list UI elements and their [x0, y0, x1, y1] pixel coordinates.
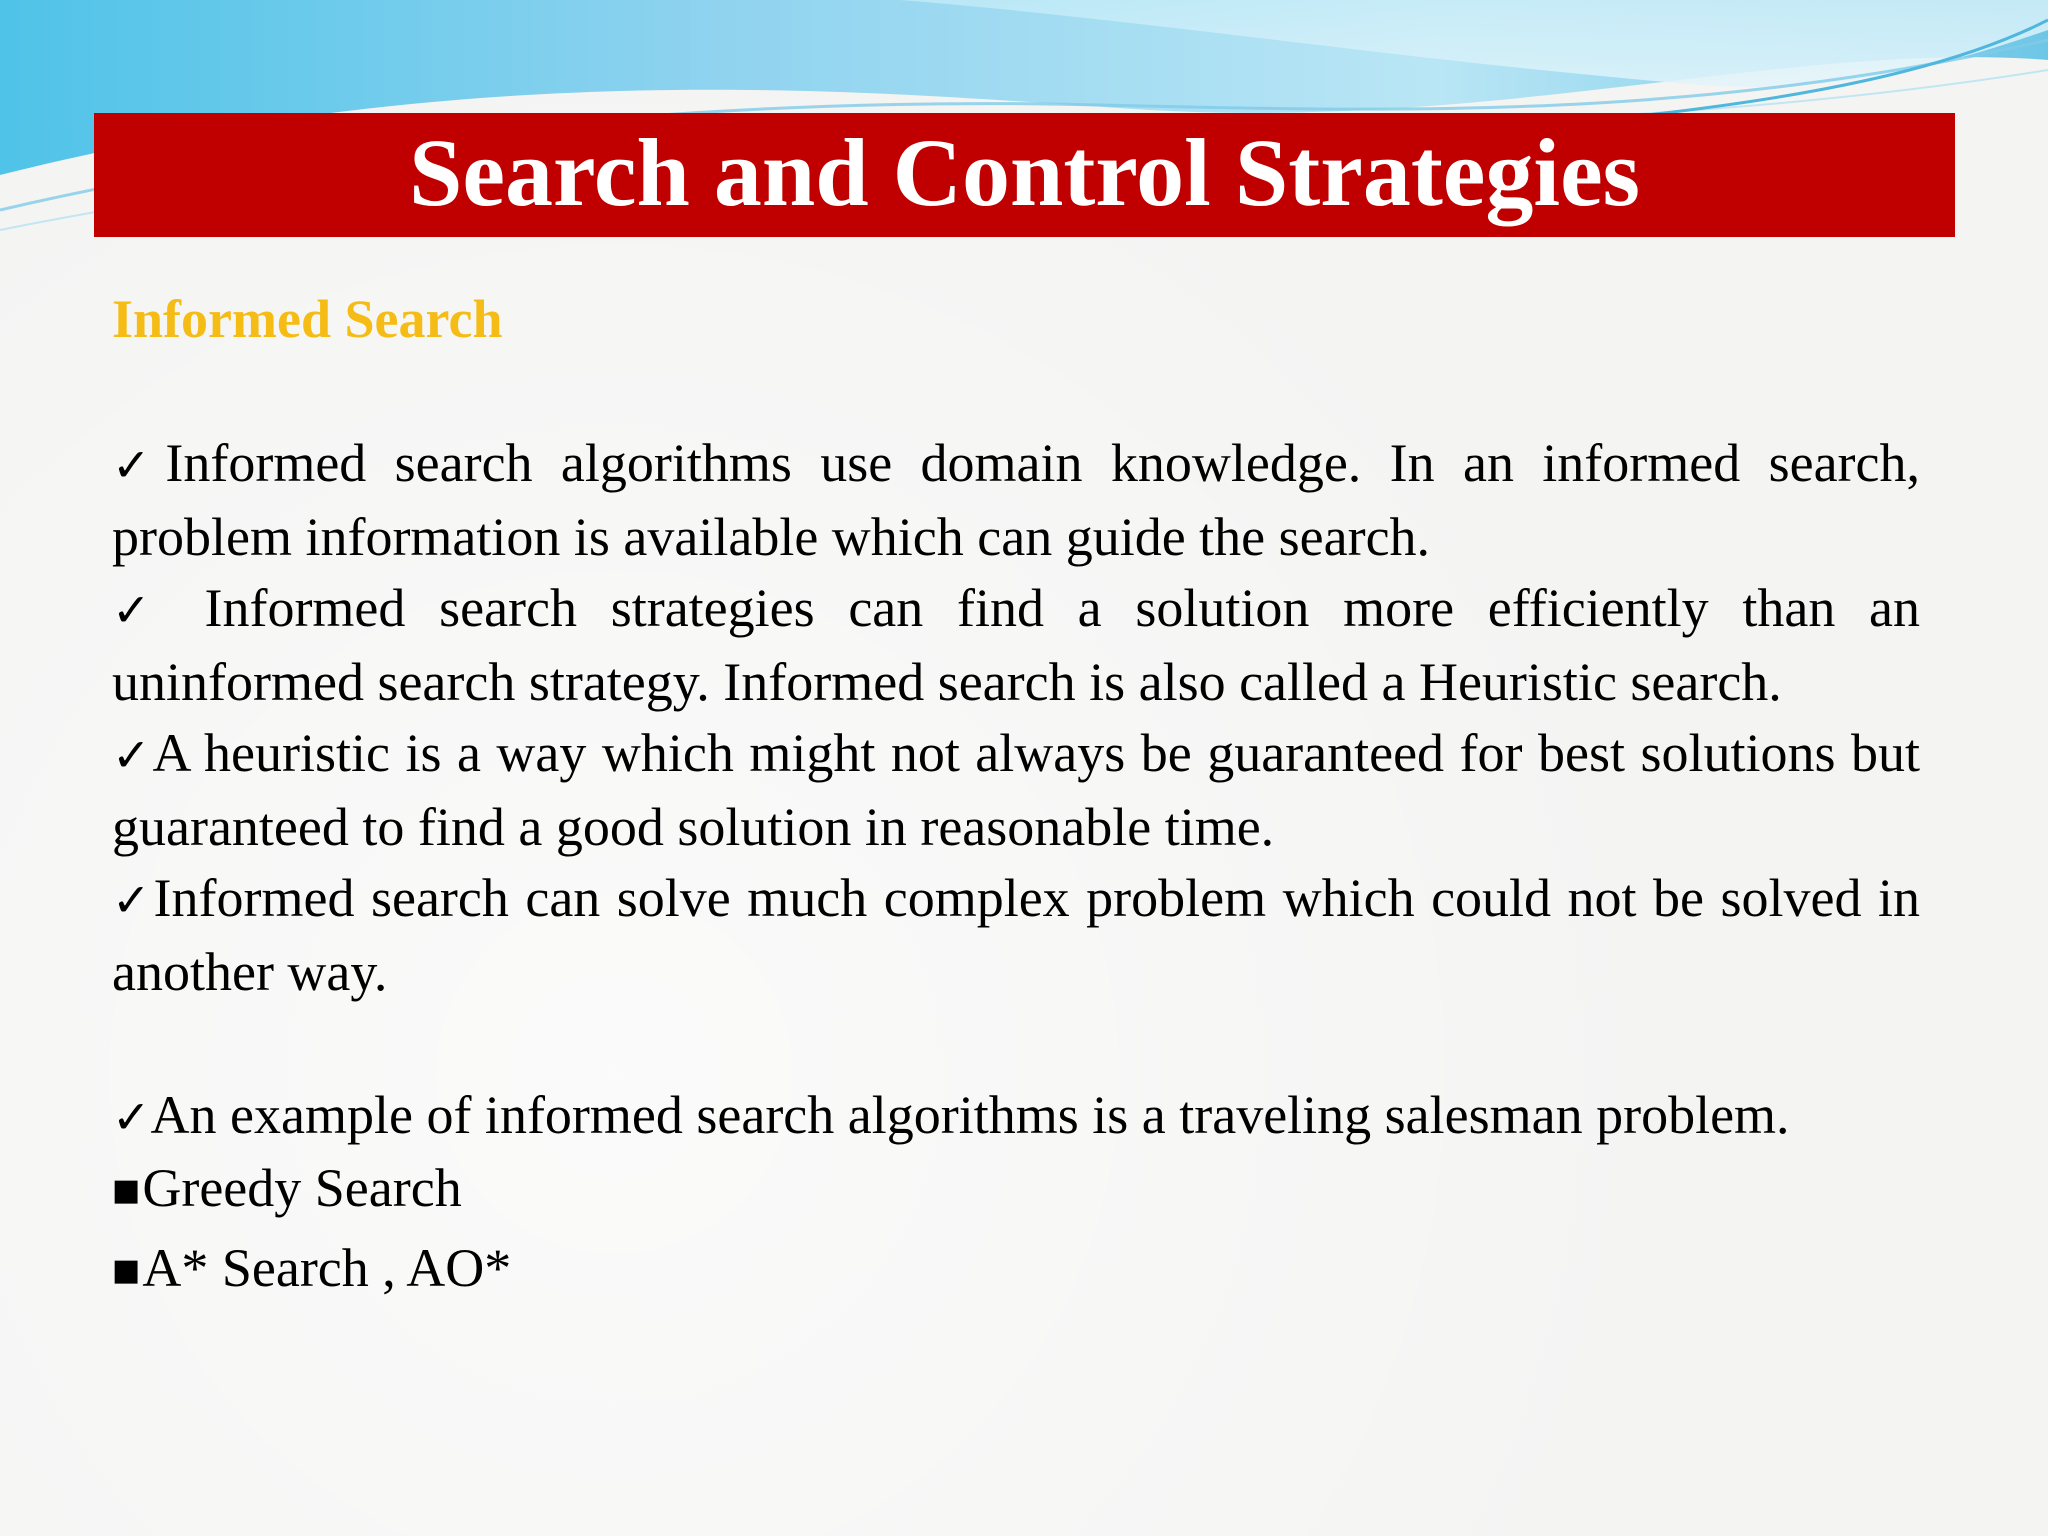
bullet-point [112, 718, 1920, 863]
bullet-text: An example of informed search algorithms is a traveling salesman problem. [150, 1084, 1790, 1145]
sub-item-text: Greedy Search [142, 1158, 462, 1218]
sub-list-item [112, 1233, 1920, 1313]
bullet-point [112, 428, 1920, 573]
square-bullet-icon: ■ [112, 1173, 141, 1208]
check-icon: ✓ [112, 728, 153, 782]
bullet-point [112, 863, 1920, 1008]
bullet-text: A heuristic is a way which might not always be guaranteed for best solutions but guaranteed to find a good solution in reasonable time. [112, 723, 1920, 857]
bullet-text: Informed search strategies can find a solution more efficiently than an uninformed search strategy. Informed search is also called a Heuristic search. [112, 578, 1921, 712]
check-icon: ✓ [112, 583, 171, 637]
section-heading: Informed Search [112, 289, 503, 349]
sub-item-text: A* Search , AO* [142, 1237, 512, 1298]
check-icon: ✓ [112, 1089, 151, 1144]
sub-list-item [112, 1153, 1920, 1233]
check-icon: ✓ [112, 873, 154, 927]
bullet-text: Informed search algorithms use domain knowledge. In an informed search, problem information is available which can guide the search. [112, 433, 1920, 567]
slide-title: Search and Control Strategies [408, 119, 1641, 226]
bullet-point [112, 573, 1920, 718]
bullet-point [112, 1080, 1920, 1154]
bullet-text: Informed search can solve much complex problem which could not be solved in another way. [112, 868, 1920, 1002]
title-bar [94, 113, 1955, 237]
check-icon: ✓ [112, 438, 166, 492]
square-bullet-icon: ■ [112, 1252, 141, 1288]
slide-body [112, 428, 1920, 1312]
